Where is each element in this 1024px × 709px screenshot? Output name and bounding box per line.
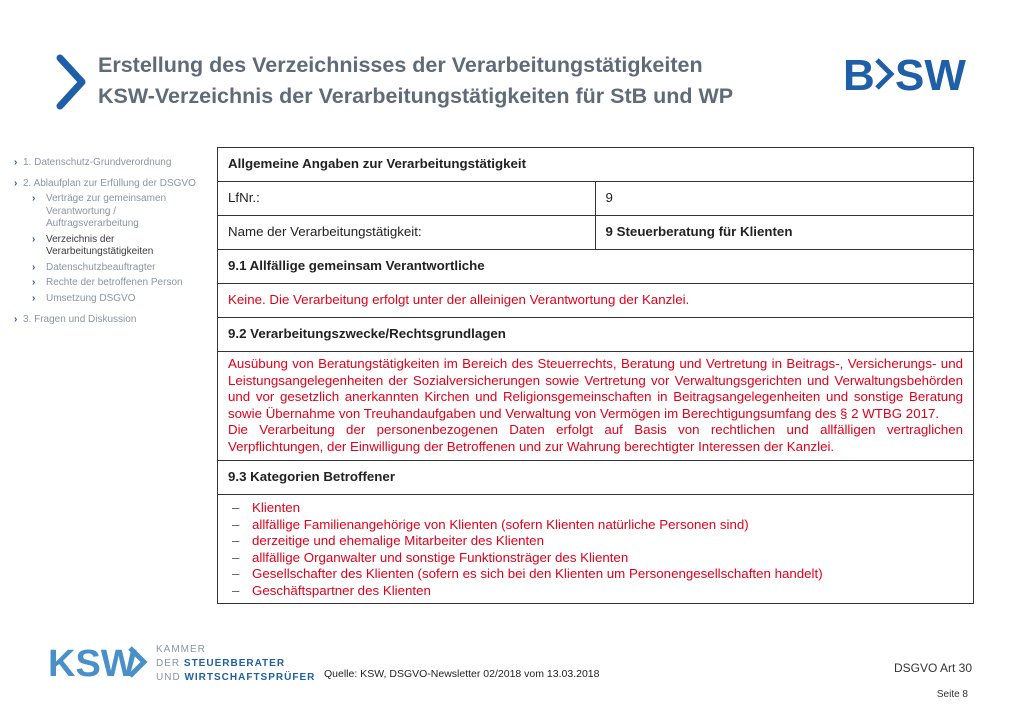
categories-list — [228, 495, 963, 603]
source-note: Quelle: KSW, DSGVO-Newsletter 02/2018 vom 13.03.2018 — [324, 668, 600, 680]
nav-subitem-datenschutzbeauftragter[interactable] — [14, 262, 200, 275]
dash-bullet-icon: – — [232, 582, 240, 598]
section-header-9-2: 9.2 Verarbeitungszwecke/Rechtsgrundlagen — [218, 318, 974, 352]
chevron-right-icon: › — [32, 277, 36, 288]
table-row — [218, 148, 974, 182]
nav-item-ablaufplan[interactable] — [14, 178, 200, 191]
chevron-right-icon: › — [32, 233, 36, 245]
list-item — [228, 500, 963, 517]
nav-subitem-umsetzung[interactable] — [14, 293, 200, 306]
table-row — [218, 250, 974, 284]
page-number: Seite 8 — [936, 689, 968, 700]
table-row — [218, 318, 974, 352]
title-line-2: KSW-Verzeichnis der Verarbeitungstätigkeiten für StB und WP — [98, 84, 734, 108]
section-header-9-1: 9.1 Allfällige gemeinsam Verantwortliche — [218, 250, 974, 284]
chevron-right-icon: › — [14, 157, 18, 168]
table-row — [218, 495, 974, 604]
nav-subitem-rechte[interactable] — [14, 277, 200, 290]
footer-tag: DSGVO Art 30 — [893, 661, 972, 675]
table-row — [218, 284, 974, 318]
category-label: allfällige Organwalter und sonstige Funktionsträger des Klienten — [252, 549, 629, 565]
nav-subitem-label: Datenschutzbeauftragter — [46, 261, 156, 273]
nav-subitem-label: Umsetzung DSGVO — [46, 292, 136, 304]
nav-subitem-vertraege[interactable] — [14, 193, 200, 231]
processing-record-table — [217, 147, 974, 604]
categories-cell — [218, 495, 974, 604]
dash-bullet-icon: – — [232, 566, 240, 581]
purposes-cell — [218, 352, 974, 461]
svg-text:B: B — [843, 51, 875, 100]
table-row — [218, 461, 974, 495]
dash-bullet-icon: – — [232, 500, 240, 515]
purposes-text: Ausübung von Beratungstätigkeiten im Bereich des Steuerrechts, Beratung und Vertretung in Beitrags-, Versicherungs- und Leistungsangelegenheiten der Sozialversicherungen sowie Vertretung vor Verwaltungsgerichten und Verwaltungsbehörden und vor gesetzlich anerkannten Kirchen und Religionsgemeinschaften in Beitragsangelegenheiten und sonstige Beratung sowie Übernahme von Treuhandaufgaben und Verwaltung von Vermögen im Berechtigungsumfang des § 2 WTBG 2017. — [228, 356, 963, 421]
section-header-9-3: 9.3 Kategorien Betroffener — [218, 461, 974, 495]
dash-bullet-icon: – — [232, 549, 240, 565]
chevron-right-icon: › — [14, 177, 18, 189]
page-title — [98, 50, 818, 112]
ksw-logo — [48, 640, 316, 686]
lfnr-value: 9 — [595, 182, 973, 216]
nav-item-label: 3. Fragen und Diskussion — [23, 314, 137, 325]
nav-subitem-label: Verträge zur gemeinsamen Verantwortung / Auftragsverarbeitung — [46, 193, 167, 229]
category-label: Geschäftspartner des Klienten — [252, 582, 431, 598]
activity-name-value: 9 Steuerberatung für Klienten — [595, 216, 973, 250]
nav-subitem-verzeichnis[interactable] — [14, 234, 200, 259]
table-row — [218, 352, 974, 461]
activity-name-label: Name der Verarbeitungstätigkeit: — [218, 216, 596, 250]
legal-basis-text: Die Verarbeitung der personenbezogenen Daten erfolgt auf Basis von rechtlichen und allfälligen vertraglichen Verpflichtungen, der Einwilligung der Betroffenen und zur Wahrung berechtigter Interessen der Kanzlei. — [228, 422, 963, 454]
list-item — [228, 517, 963, 534]
chevron-right-icon: › — [32, 292, 36, 304]
list-item — [228, 566, 963, 583]
nav-item-fragen[interactable] — [14, 314, 200, 327]
svg-text:SW: SW — [895, 51, 966, 100]
chevron-right-icon — [54, 54, 90, 110]
dash-bullet-icon: – — [232, 516, 240, 532]
list-item — [228, 583, 963, 600]
dash-bullet-icon: – — [232, 533, 240, 548]
list-item — [228, 533, 963, 550]
category-label: Gesellschafter des Klienten (sofern es sich bei den Klienten um Personengesellschaften handelt) — [252, 566, 823, 581]
table-row — [218, 182, 974, 216]
lfnr-label: LfNr.: — [218, 182, 596, 216]
agenda-nav — [14, 157, 200, 335]
joint-controllers-text: Keine. Die Verarbeitung erfolgt unter der alleinigen Verantwortung der Kanzlei. — [218, 284, 974, 318]
category-label: derzeitige und ehemalige Mitarbeiter des Klienten — [252, 533, 544, 548]
svg-text:UND WIRTSCHAFTSPRÜFER: UND WIRTSCHAFTSPRÜFER — [156, 672, 316, 683]
nav-item-label: 2. Ablaufplan zur Erfüllung der DSGVO — [23, 177, 196, 189]
list-item — [228, 550, 963, 567]
nav-subitem-label: Verzeichnis der Verarbeitungstätigkeiten — [46, 233, 154, 257]
nav-subitem-label: Rechte der betroffenen Person — [46, 277, 183, 288]
svg-text:KSW: KSW — [48, 643, 137, 685]
table-row — [218, 216, 974, 250]
nav-item-label: 1. Datenschutz-Grundverordnung — [23, 157, 172, 168]
category-label: Klienten — [252, 500, 301, 515]
section-header-general: Allgemeine Angaben zur Verarbeitungstätigkeit — [218, 148, 974, 182]
bsw-logo — [843, 51, 971, 100]
category-label: allfällige Familienangehörige von Klienten (sofern Klienten natürliche Personen sind) — [252, 516, 749, 532]
svg-text:KAMMER: KAMMER — [156, 644, 206, 655]
chevron-right-icon: › — [32, 261, 36, 273]
chevron-right-icon: › — [14, 314, 18, 325]
svg-text:DER STEUERBERATER: DER STEUERBERATER — [156, 658, 286, 669]
title-line-1: Erstellung des Verzeichnisses der Verarbeitungstätigkeiten — [98, 53, 703, 77]
chevron-right-icon: › — [32, 193, 36, 204]
nav-item-datenschutz[interactable] — [14, 157, 200, 170]
